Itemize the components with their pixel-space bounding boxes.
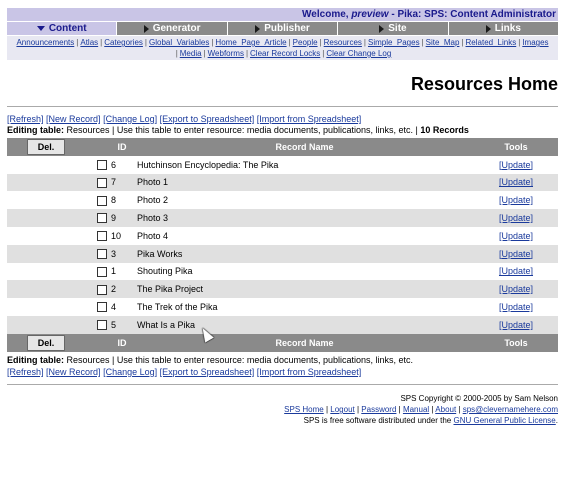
main-tabs (7, 22, 558, 35)
tab-site[interactable] (338, 22, 448, 35)
select-cell (7, 227, 109, 245)
divider (7, 384, 558, 385)
chevron-right-icon (144, 25, 149, 33)
id-header: ID (109, 334, 135, 352)
manual-link[interactable]: Manual (402, 405, 430, 414)
record-id: 8 (109, 191, 135, 209)
table-row (7, 156, 558, 174)
tools-cell (474, 156, 558, 174)
select-cell (7, 298, 109, 316)
record-id: 1 (109, 263, 135, 281)
record-id: 9 (109, 209, 135, 227)
tab-label: Content (48, 23, 87, 34)
update-link[interactable]: [Update] (498, 195, 534, 206)
refresh-link[interactable]: [Refresh] (7, 114, 44, 124)
footer-links: SPS Home | Logout | Password | Manual | About | sps@clevernamehere.com (284, 405, 558, 414)
record-name: What Is a Pika (135, 316, 474, 334)
license-suffix: . (555, 416, 558, 425)
table-row (7, 174, 558, 192)
record-name: The Trek of the Pika (135, 298, 474, 316)
sps-home-link[interactable]: SPS Home (284, 405, 324, 414)
record-id: 5 (109, 316, 135, 334)
record-id: 3 (109, 245, 135, 263)
tools-header: Tools (474, 334, 558, 352)
update-link[interactable]: [Update] (498, 248, 534, 259)
license-text (284, 415, 558, 426)
table-row (7, 227, 558, 245)
update-link[interactable]: [Update] (498, 159, 534, 170)
select-checkbox[interactable] (97, 196, 107, 206)
tab-links[interactable] (449, 22, 558, 35)
welcome-suffix: - Pika: SPS: Content Administrator (388, 9, 556, 20)
record-name: Pika Works (135, 245, 474, 263)
records-table (7, 138, 558, 352)
update-link[interactable]: [Update] (498, 177, 534, 188)
subnav-resources[interactable]: Resources (323, 38, 362, 47)
record-id: 7 (109, 174, 135, 192)
tab-label: Publisher (264, 23, 310, 34)
footer (284, 393, 558, 426)
subnav-atlas[interactable]: Atlas (80, 38, 99, 47)
chevron-down-icon (37, 26, 45, 31)
record-name: Photo 1 (135, 174, 474, 192)
update-link[interactable]: [Update] (498, 284, 534, 295)
chevron-right-icon (486, 25, 491, 33)
tab-label: Site (388, 23, 407, 34)
select-checkbox[interactable] (97, 302, 107, 312)
change-log-link[interactable]: [Change Log] (103, 367, 158, 377)
subnav-home-page-article[interactable]: Home_Page_Article (215, 38, 287, 47)
update-link[interactable]: [Update] (498, 266, 534, 277)
select-cell (7, 174, 109, 192)
subnav-media[interactable]: Media (179, 49, 202, 58)
editing-text: Resources | Use this table to enter resource: media documents, publications, links, etc. | (64, 125, 421, 135)
select-checkbox[interactable] (97, 249, 107, 259)
tab-label: Links (494, 23, 521, 34)
logout-link[interactable]: Logout (330, 405, 355, 414)
delete-button[interactable]: Del. (27, 139, 65, 155)
record-name: Shouting Pika (135, 263, 474, 281)
select-checkbox[interactable] (97, 160, 107, 170)
editing-label: Editing table: (7, 125, 64, 135)
record-count: 10 Records (420, 125, 469, 135)
subnav-categories[interactable]: Categories (104, 38, 143, 47)
table-row (7, 245, 558, 263)
welcome-bar (7, 8, 558, 21)
tools-cell (474, 280, 558, 298)
import-spreadsheet-link[interactable]: [Import from Spreadsheet] (256, 114, 362, 124)
update-link[interactable]: [Update] (498, 319, 534, 330)
tools-cell (474, 191, 558, 209)
chevron-right-icon (379, 25, 384, 33)
page-title: Resources Home (410, 74, 558, 94)
select-cell (7, 280, 109, 298)
tools-cell (474, 263, 558, 281)
record-name-header: Record Name (135, 334, 474, 352)
subnav-simple-pages[interactable]: Simple_Pages (367, 38, 420, 47)
change-log-link[interactable]: [Change Log] (103, 114, 158, 124)
record-name: Photo 3 (135, 209, 474, 227)
chevron-right-icon (255, 25, 260, 33)
table-row (7, 316, 558, 334)
editing-text: Resources | Use this table to enter resource: media documents, publications, links, etc. (64, 355, 414, 365)
tools-cell (474, 316, 558, 334)
record-id: 10 (109, 227, 135, 245)
update-link[interactable]: [Update] (498, 213, 534, 224)
record-name: Photo 2 (135, 191, 474, 209)
record-id: 2 (109, 280, 135, 298)
action-links-top (7, 114, 361, 125)
tab-generator[interactable] (117, 22, 227, 35)
select-cell (7, 316, 109, 334)
select-checkbox[interactable] (97, 231, 107, 241)
subnav-site-map[interactable]: Site_Map (425, 38, 460, 47)
export-spreadsheet-link[interactable]: [Export to Spreadsheet] (159, 367, 255, 377)
del-header-cell (7, 138, 109, 156)
copyright-text: SPS Copyright © 2000-2005 by Sam Nelson (400, 394, 558, 403)
tools-cell (474, 245, 558, 263)
table-header (7, 138, 558, 156)
email-link[interactable]: sps@clevernamehere.com (462, 405, 558, 414)
table-row (7, 209, 558, 227)
editing-table-info-bottom (7, 355, 413, 366)
record-name: Photo 4 (135, 227, 474, 245)
record-id: 6 (109, 156, 135, 174)
editing-label: Editing table: (7, 355, 64, 365)
select-checkbox[interactable] (97, 320, 107, 330)
record-name: Hutchinson Encyclopedia: The Pika (135, 156, 474, 174)
subnav-related-links[interactable]: Related_Links (465, 38, 517, 47)
tools-header: Tools (474, 138, 558, 156)
tools-cell (474, 174, 558, 192)
gpl-link[interactable]: GNU General Public License (453, 416, 556, 425)
subnav-global-variables[interactable]: Global_Variables (149, 38, 210, 47)
delete-button[interactable]: Del. (27, 335, 65, 351)
new-record-link[interactable]: [New Record] (46, 367, 101, 377)
record-name-header: Record Name (135, 138, 474, 156)
tab-content[interactable] (7, 22, 117, 35)
update-link[interactable]: [Update] (498, 302, 534, 313)
select-cell (7, 245, 109, 263)
table-row (7, 263, 558, 281)
tools-cell (474, 298, 558, 316)
select-cell (7, 191, 109, 209)
action-links-bottom (7, 367, 361, 378)
table-row (7, 191, 558, 209)
password-link[interactable]: Password (361, 405, 397, 414)
select-cell (7, 209, 109, 227)
table-row (7, 298, 558, 316)
welcome-user: preview (351, 9, 389, 20)
subnav-announcements[interactable]: Announcements (16, 38, 75, 47)
select-checkbox[interactable] (97, 178, 107, 188)
update-link[interactable]: [Update] (498, 230, 534, 241)
select-checkbox[interactable] (97, 213, 107, 223)
table-row (7, 280, 558, 298)
import-spreadsheet-link[interactable]: [Import from Spreadsheet] (256, 367, 362, 377)
subnav-clear-change-log[interactable]: Clear Change Log (326, 49, 392, 58)
license-prefix: SPS is free software distributed under the (303, 416, 454, 425)
tools-cell (474, 209, 558, 227)
content-subnav: Announcements | Atlas | Categories | Global_Variables | Home_Page_Article | People | Resources | Simple_Pages | Site_Map | Related_Links | Images | Media | Webforms | Clear Record Locks | Clear Change Log (7, 36, 558, 60)
subnav-clear-record-locks[interactable]: Clear Record Locks (250, 49, 321, 58)
table-footer-header (7, 334, 558, 352)
subnav-webforms[interactable]: Webforms (207, 49, 244, 58)
export-spreadsheet-link[interactable]: [Export to Spreadsheet] (159, 114, 255, 124)
tab-publisher[interactable] (228, 22, 338, 35)
subnav-images[interactable]: Images (522, 38, 549, 47)
select-cell (7, 263, 109, 281)
welcome-prefix: Welcome, (302, 9, 352, 20)
record-name: The Pika Project (135, 280, 474, 298)
select-checkbox[interactable] (97, 267, 107, 277)
id-header: ID (109, 138, 135, 156)
divider (7, 106, 558, 107)
del-footer-cell (7, 334, 109, 352)
subnav-people[interactable]: People (292, 38, 318, 47)
select-checkbox[interactable] (97, 285, 107, 295)
record-id: 4 (109, 298, 135, 316)
tools-cell (474, 227, 558, 245)
select-cell (7, 156, 109, 174)
tab-label: Generator (152, 23, 201, 34)
refresh-link[interactable]: [Refresh] (7, 367, 44, 377)
about-link[interactable]: About (435, 405, 457, 414)
editing-table-info (7, 125, 469, 136)
new-record-link[interactable]: [New Record] (46, 114, 101, 124)
